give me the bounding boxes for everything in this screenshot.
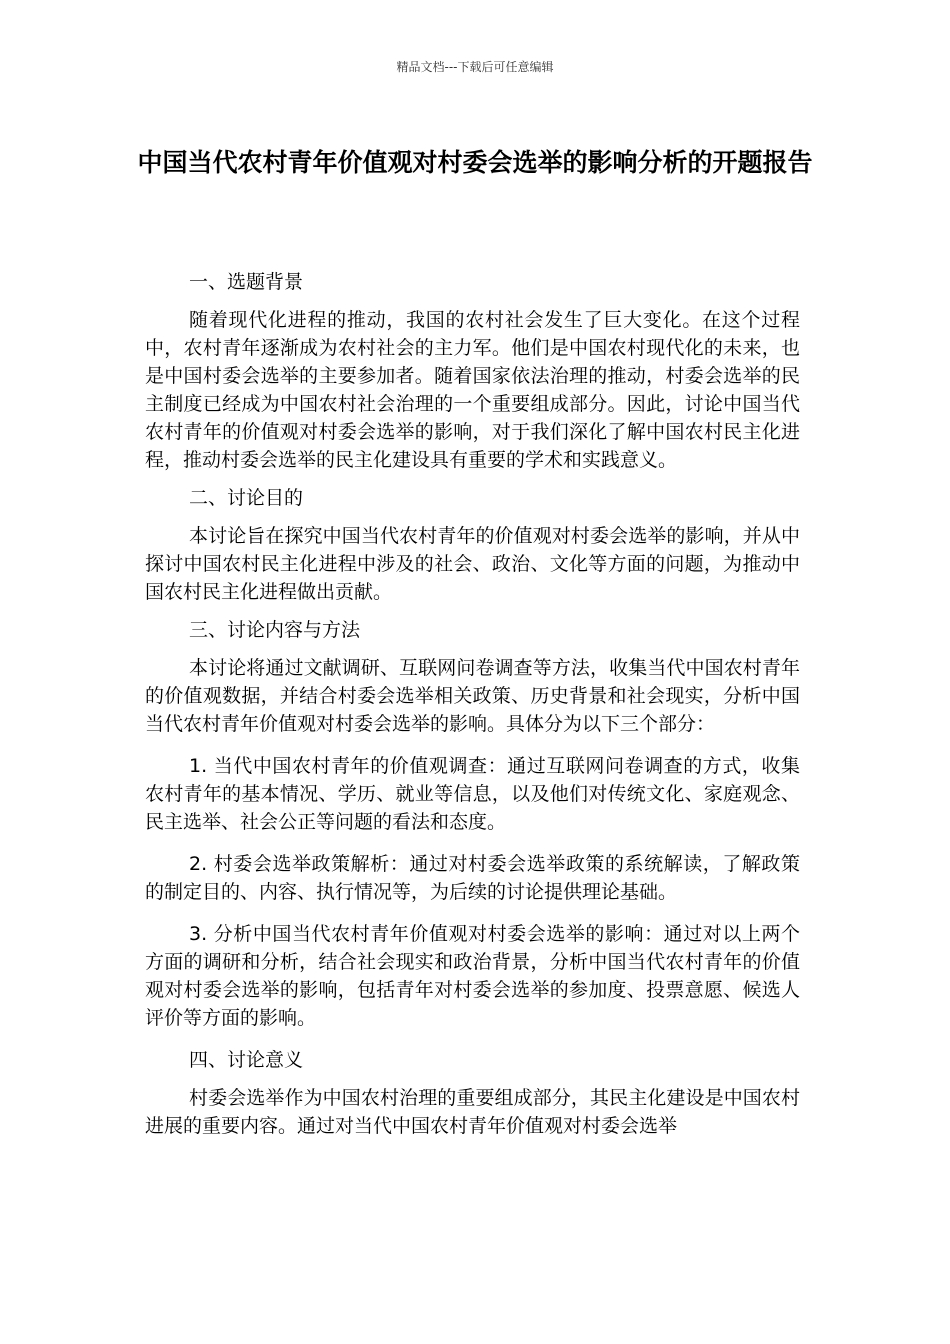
section-heading-content-method: 三、讨论内容与方法 xyxy=(189,619,361,641)
paragraph-content-method: 本讨论将通过文献调研、互联网问卷调查等方法，收集当代中国农村青年的价值观数据，并结合村委会选举相关政策、历史背景和社会现实，分析中国当代农村青年价值观对村委会选举的影响。具体分为以下三个部分： xyxy=(145,657,800,735)
paragraph-background: 随着现代化进程的推动，我国的农村社会发生了巨大变化。在这个过程中，农村青年逐渐成为农村社会的主力军。他们是中国农村现代化的未来，也是中国村委会选举的主要参加者。随着国家依法治理的推动，村委会选举的民主制度已经成为中国农村社会治理的一个重要组成部分。因此，讨论中国当代农村青年的价值观对村委会选举的影响，对于我们深化了解中国农村民主化进程，推动村委会选举的民主化建设具有重要的学术和实践意义。 xyxy=(145,309,800,471)
header-note: 精品文档---下载后可任意编辑 xyxy=(396,60,554,74)
list-item: 3. 分析中国当代农村青年价值观对村委会选举的影响：通过对以上两个方面的调研和分析，结合社会现实和政治背景，分析中国当代农村青年的价值观对村委会选举的影响，包括青年对村委会选举的参加度、投票意愿、候选人评价等方面的影响。 xyxy=(145,923,800,1029)
section-heading-purpose: 二、讨论目的 xyxy=(189,487,304,509)
section-heading-significance: 四、讨论意义 xyxy=(189,1049,304,1071)
list-item: 2. 村委会选举政策解析：通过对村委会选举政策的系统解读，了解政策的制定目的、内容、执行情况等，为后续的讨论提供理论基础。 xyxy=(145,853,800,903)
paragraph-purpose: 本讨论旨在探究中国当代农村青年的价值观对村委会选举的影响，并从中探讨中国农村民主化进程中涉及的社会、政治、文化等方面的问题，为推动中国农村民主化进程做出贡献。 xyxy=(145,525,800,603)
section-heading-background: 一、选题背景 xyxy=(189,271,304,293)
list-item: 1. 当代中国农村青年的价值观调查：通过互联网问卷调查的方式，收集农村青年的基本情况、学历、就业等信息，以及他们对传统文化、家庭观念、民主选举、社会公正等问题的看法和态度。 xyxy=(145,755,800,833)
document-body xyxy=(145,268,800,1140)
document-title: 中国当代农村青年价值观对村委会选举的影响分析的开题报告 xyxy=(137,148,813,177)
paragraph-significance: 村委会选举作为中国农村治理的重要组成部分，其民主化建设是中国农村进展的重要内容。通过对当代中国农村青年价值观对村委会选举 xyxy=(145,1087,800,1137)
